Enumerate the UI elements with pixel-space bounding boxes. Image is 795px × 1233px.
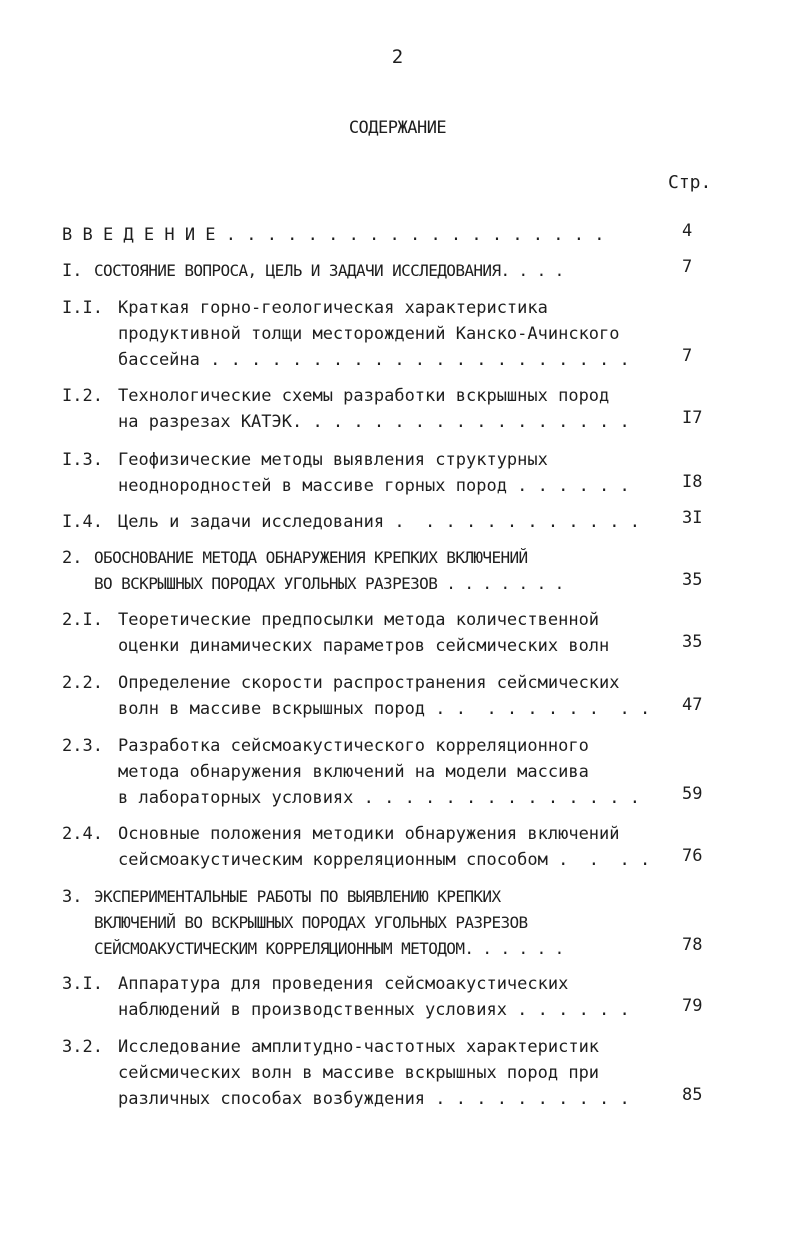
page-number: 2 xyxy=(391,46,404,68)
toc-page-number: 3I xyxy=(682,508,703,528)
toc-page-number: 4 xyxy=(682,221,693,241)
toc-entry-number: 3. xyxy=(62,887,83,907)
toc-entry-number: 3.2. xyxy=(62,1037,103,1057)
toc-entry-number: 3.I. xyxy=(62,974,103,994)
toc-entry-text: Аппаратура для проведения сейсмоакустических xyxy=(118,974,569,994)
toc-page-number: I8 xyxy=(682,472,703,492)
toc-entry xyxy=(62,447,722,499)
toc-entry-text: Разработка сейсмоакустического корреляционного xyxy=(118,736,589,756)
toc-page-number: 79 xyxy=(682,996,703,1016)
toc-entry-text: ВО ВСКРЫШНЫХ ПОРОДАХ УГОЛЬНЫХ РАЗРЕЗОВ . . . . . . . xyxy=(94,574,564,593)
toc-page-number: 35 xyxy=(682,632,703,652)
toc-entry-text: Исследование амплитудно-частотных характеристик xyxy=(118,1037,600,1057)
toc-entry-text: Определение скорости распространения сейсмических xyxy=(118,673,620,693)
toc-entry-number: 2. xyxy=(62,548,83,568)
toc-entry-text: ЭКСПЕРИМЕНТАЛЬНЫЕ РАБОТЫ ПО ВЫЯВЛЕНИЮ КРЕПКИХ xyxy=(94,887,501,906)
toc-entry-text: Теоретические предпосылки метода количественной xyxy=(118,610,600,630)
toc-entry-text: неоднородностей в массиве горных пород . . . . . . xyxy=(118,476,630,496)
toc-entry-text: Технологические схемы разработки вскрышных пород xyxy=(118,386,610,406)
toc-entry-number: I.3. xyxy=(62,450,103,470)
toc-entry xyxy=(62,670,722,722)
toc-entry-text: СЕЙСМОАКУСТИЧЕСКИМ КОРРЕЛЯЦИОННЫМ МЕТОДОМ. . . . . . xyxy=(94,939,564,958)
toc-entry xyxy=(62,971,722,1023)
toc-entry-text: волн в массиве вскрышных пород . . . . . . . . . . xyxy=(118,699,651,719)
toc-entry-text: различных способах возбуждения . . . . . . . . . . xyxy=(118,1089,630,1109)
toc-page-number: 35 xyxy=(682,570,703,590)
toc-page-number: 7 xyxy=(682,346,693,366)
toc-page-number: 59 xyxy=(682,784,703,804)
toc-page-number: 85 xyxy=(682,1085,703,1105)
toc-entry-text: ВКЛЮЧЕНИЙ ВО ВСКРЫШНЫХ ПОРОДАХ УГОЛЬНЫХ РАЗРЕЗОВ xyxy=(94,913,528,932)
toc-entry-number: 2.4. xyxy=(62,824,103,844)
toc-entry-text: Цель и задачи исследования . . . . . . . . . . . . xyxy=(118,512,640,532)
toc-page-number: 76 xyxy=(682,846,703,866)
toc-entry xyxy=(62,1034,722,1112)
toc-entry-number: I.4. xyxy=(62,512,103,532)
toc-entry xyxy=(62,222,722,248)
toc-entry xyxy=(62,733,722,811)
toc-entry-text: в лабораторных условиях . . . . . . . . . . . . . . xyxy=(118,788,640,808)
toc-entry-text: продуктивной толщи месторождений Канско-Ачинского xyxy=(118,324,620,344)
toc-page-number: I7 xyxy=(682,408,703,428)
toc-entry-number: I.I. xyxy=(62,298,103,318)
toc-entry-text: метода обнаружения включений на модели массива xyxy=(118,762,589,782)
toc-entry-text: Геофизические методы выявления структурных xyxy=(118,450,548,470)
page-column-label: Стр. xyxy=(668,172,712,193)
toc-entry-text: на разрезах КАТЭК. . . . . . . . . . . . . . . . . xyxy=(118,412,630,432)
toc-entry xyxy=(62,258,722,284)
toc-entry xyxy=(62,884,722,962)
toc-entry-number: I. xyxy=(62,261,83,281)
toc-entry xyxy=(62,821,722,873)
toc-entry-text: Краткая горно-геологическая характеристика xyxy=(118,298,548,318)
toc-entry-number: 2.2. xyxy=(62,673,103,693)
toc-entry-text: Основные положения методики обнаружения включений xyxy=(118,824,620,844)
toc-entry-text: наблюдений в производственных условиях . . . . . . xyxy=(118,1000,630,1020)
toc-entry-number: 2.3. xyxy=(62,736,103,756)
toc-entry-text: сейсмических волн в массиве вскрышных пород при xyxy=(118,1063,600,1083)
toc-entry-text: сейсмоакустическим корреляционным способом . . . . xyxy=(118,850,651,870)
toc-page-number: 78 xyxy=(682,935,703,955)
toc-entry xyxy=(62,383,722,435)
toc-entry-text: бассейна . . . . . . . . . . . . . . . . . . . . . xyxy=(118,350,630,370)
toc-entry-number: I.2. xyxy=(62,386,103,406)
toc-entry xyxy=(62,545,722,597)
toc-entry xyxy=(62,509,722,535)
toc-entry-text: СОСТОЯНИЕ ВОПРОСА, ЦЕЛЬ И ЗАДАЧИ ИССЛЕДОВАНИЯ. . . . xyxy=(94,261,564,280)
toc-page-number: 47 xyxy=(682,695,703,715)
toc-entry-text: ОБОСНОВАНИЕ МЕТОДА ОБНАРУЖЕНИЯ КРЕПКИХ ВКЛЮЧЕНИЙ xyxy=(94,548,528,567)
toc-entry-text: В В Е Д Е Н И Е . . . . . . . . . . . . . . . . . . . xyxy=(62,225,605,245)
toc-page-number: 7 xyxy=(682,257,693,277)
toc-title: СОДЕРЖАНИЕ xyxy=(348,118,447,138)
toc-entry xyxy=(62,607,722,659)
toc-entry xyxy=(62,295,722,373)
toc-entry-text: оценки динамических параметров сейсмических волн xyxy=(118,636,610,656)
toc-entry-number: 2.I. xyxy=(62,610,103,630)
